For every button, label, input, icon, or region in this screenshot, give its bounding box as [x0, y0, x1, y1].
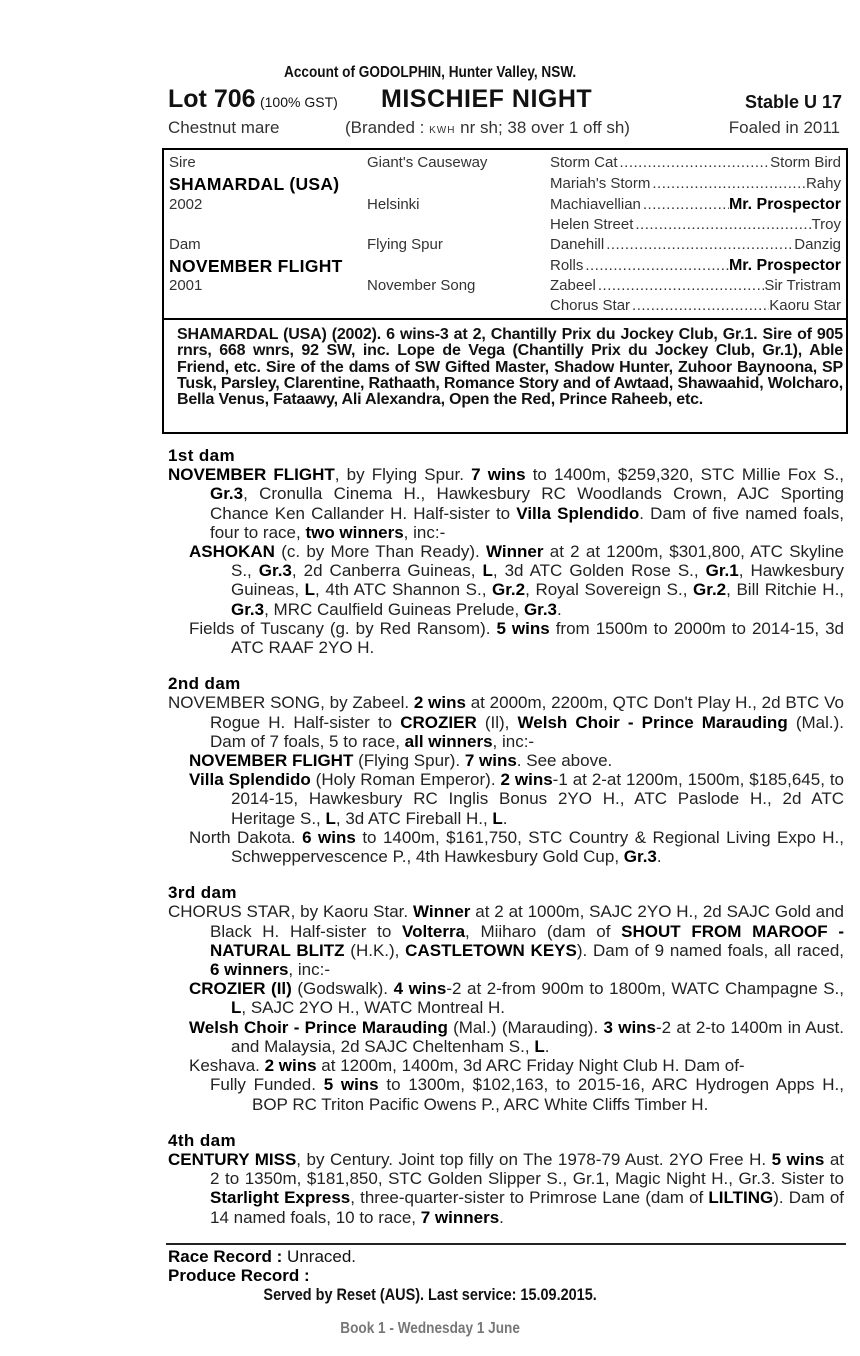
text-run: at 2000m, 2200m, QTC Don't Play H., 2d BTC Vo Rogue H. Half-sister to [210, 693, 844, 732]
text-run: , 2d Canberra Guineas, [291, 561, 483, 581]
bold-text: Gr.3 [231, 599, 265, 619]
text-run: NOVEMBER SONG, by Zabeel. [168, 693, 414, 713]
service-note: Served by Reset (AUS). Last service: 15.09.2015. [263, 1285, 597, 1304]
pedigree-paragraph [189, 1018, 844, 1056]
ancestor-sire: Kaoru Star [769, 297, 841, 314]
ancestor-dam: Mariah's Storm [550, 175, 651, 192]
bold-text: L [304, 580, 316, 600]
text-run: CHORUS STAR, by Kaoru Star. [168, 902, 413, 922]
bold-text: Winner [412, 902, 471, 922]
brand-info: (Branded : KWH nr sh; 38 over 1 off sh) [345, 118, 630, 137]
dam-year: 2001 [169, 277, 203, 294]
text-run: . [544, 1036, 550, 1056]
pedigree-paragraph [168, 902, 844, 979]
ancestor-dam: Helen Street [550, 216, 634, 233]
sire-label: Sire [169, 154, 196, 171]
ancestor-row [550, 175, 841, 192]
bold-text: Welsh Choir - Prince Marauding [189, 1017, 448, 1037]
leader-dots [633, 216, 811, 233]
leader-dots [596, 277, 764, 294]
bold-text: 2 wins [413, 693, 466, 713]
foaled-year: Foaled in 2011 [728, 118, 840, 137]
text-run: -1 at 2-at 1200m, 1500m, $185,645, to 2014-15, Hawkesbury RC Inglis Bonus 2YO H., ATC Paslode H., 2d ATC Heritage S., [231, 770, 845, 828]
dam-section [168, 1131, 844, 1227]
bold-text: all winners [404, 731, 493, 751]
ancestor-sire: Mr. Prospector [728, 257, 841, 274]
bold-text: CROZIER (Il) [189, 979, 292, 999]
ancestor-row [550, 154, 841, 171]
bold-text: Gr.2 [492, 580, 526, 600]
bold-text: Villa Splendido [189, 770, 311, 790]
ancestor-sire: Storm Bird [770, 154, 841, 171]
pedigree-paragraph [168, 693, 844, 751]
gst-note: (100% GST) [259, 94, 338, 110]
sire-summary: SHAMARDAL (USA) (2002). 6 wins-3 at 2, Chantilly Prix du Jockey Club, Gr.1. Sire of 905 rnrs, 668 wnrs, 92 SW, inc. Lope de Vega (Chantilly Prix du Jockey Club, Gr.1), Able Friend, etc. Sire of the dams of SW Gifted Master, Shadow Hunter, Zuhoor Baynoona, SP Tusk, Parsley, Clarentine, Rathaath, Romance Story and of Awtaad, Shawaahid, Wolcharo, Bella Venus, Fataawy, Ali Alexandra, Open the Red, Prince Raheeb, etc. [177, 326, 843, 409]
dam-label: Dam [169, 236, 201, 253]
text-run: (Il), [476, 712, 518, 732]
leader-dots [630, 297, 769, 314]
bold-text: Gr.2 [693, 580, 727, 600]
dam-dam: November Song [367, 277, 476, 294]
bold-text: 5 wins [771, 1149, 825, 1169]
pedigree-paragraph [189, 770, 844, 828]
text-run: (H.K.), [344, 940, 406, 960]
race-record-label: Race Record : [168, 1247, 283, 1266]
text-run: , inc:- [288, 960, 330, 980]
text-run: at 2 at 1000m, SAJC 2YO H., 2d SAJC Gold and Black H. Half-sister to [210, 902, 844, 941]
text-run: (c. by More Than Ready). [274, 542, 487, 562]
bold-text: CROZIER [400, 712, 477, 732]
text-run: , 4th ATC Shannon S., [315, 580, 493, 600]
sire-year: 2002 [169, 196, 203, 213]
text-run: at 2 at 1200m, $301,800, ATC Skyline S., [231, 542, 844, 581]
text-run: , by Century. Joint top filly on The 1978-79 Aust. 2YO Free H. [296, 1149, 772, 1169]
bold-text: Gr.3 [623, 847, 657, 867]
bold-text: 2 wins [264, 1056, 317, 1076]
stable-number: Stable U 17 [744, 92, 842, 112]
ancestor-row [550, 216, 841, 233]
leader-dots [583, 257, 729, 275]
bold-text: Gr.3 [523, 599, 558, 619]
bold-text: 2 wins [500, 770, 553, 790]
bold-text: Gr.1 [705, 561, 739, 581]
bold-text: CENTURY MISS [168, 1149, 297, 1169]
ancestor-sire: Danzig [794, 236, 841, 253]
leader-dots [604, 236, 794, 253]
horse-description: Chestnut mare [168, 118, 280, 137]
bold-text: LILTING [708, 1188, 774, 1208]
ancestor-dam: Chorus Star [550, 297, 631, 314]
page-footer: Book 1 - Wednesday 1 June [340, 1320, 520, 1337]
text-run: . [499, 1207, 504, 1227]
bold-text: 3 wins [603, 1017, 657, 1037]
ancestor-sire: Rahy [805, 175, 841, 192]
ancestor-row [550, 257, 841, 275]
dam-section [168, 446, 844, 657]
bold-text: Volterra [402, 921, 466, 941]
sire-sire: Giant's Causeway [367, 154, 488, 171]
ancestor-row [550, 196, 841, 214]
produce-record-label: Produce Record : [168, 1266, 310, 1285]
race-record-value: Unraced. [282, 1247, 357, 1266]
text-run: Fully Funded. [210, 1075, 324, 1095]
text-run: , Bill Ritchie H., [726, 580, 845, 600]
sire-summary-box [162, 318, 848, 434]
bold-text: 6 wins [302, 827, 356, 847]
dam-sire: Flying Spur [367, 236, 443, 253]
pedigree-paragraph [189, 1056, 844, 1075]
bold-text: two winners [305, 522, 404, 542]
ancestor-row [550, 277, 841, 294]
text-run: to 1400m, $259,320, STC Millie Fox S., [525, 465, 844, 485]
race-record [168, 1247, 844, 1267]
pedigree-paragraph [189, 542, 844, 619]
leader-dots [618, 154, 771, 171]
bold-text: SHOUT FROM MAROOF - NATURAL BLITZ [210, 921, 844, 960]
text-run: , 3d ATC Fireball H., [335, 808, 493, 828]
bold-text: Winner [486, 542, 544, 562]
bold-text: 5 wins [496, 618, 550, 638]
text-run: . See above. [516, 751, 613, 771]
leader-dots [650, 175, 806, 192]
lot-header [168, 85, 844, 117]
pedigree-paragraph [168, 1150, 844, 1227]
text-run: , Miiharo (dam of [465, 921, 622, 941]
produce-record [168, 1266, 844, 1286]
lot-number: Lot 706 [168, 85, 256, 113]
text-run: , SAJC 2YO H., WATC Montreal H. [241, 998, 505, 1018]
text-run: , Hawkesbury Guineas, [231, 561, 844, 600]
ancestor-dam: Machiavellian [550, 196, 641, 213]
text-run: , inc:- [403, 522, 446, 542]
bold-text: L [231, 998, 242, 1018]
bold-text: NOVEMBER FLIGHT [168, 465, 335, 485]
text-run: to 1300m, $102,163, to 2015-16, ARC Hydrogen Apps H., BOP RC Triton Pacific Owens P., ARC White Cliffs Timber H. [252, 1075, 844, 1114]
text-run: , 3d ATC Golden Rose S., [492, 561, 706, 581]
bold-text: 5 wins [323, 1075, 379, 1095]
bold-text: ASHOKAN [189, 542, 275, 562]
leader-dots [641, 196, 729, 214]
ancestor-sire: Troy [811, 216, 841, 233]
text-run: , Cronulla Cinema H., Hawkesbury RC Woodlands Crown, AJC Sporting Chance Ken Callander H. Half-sister to [210, 484, 844, 523]
bold-text: 4 wins [393, 979, 447, 999]
text-run: , inc:- [492, 731, 535, 751]
pedigree-table [162, 148, 848, 320]
bold-text: L [482, 561, 493, 581]
text-run: ). Dam of 14 named foals, 10 to race, [210, 1188, 845, 1227]
horse-name: MISCHIEF NIGHT [381, 85, 593, 113]
text-run: . [502, 808, 508, 828]
sire-dam: Helsinki [367, 196, 420, 213]
text-run: . [656, 847, 662, 867]
text-run: , by Flying Spur. [334, 465, 472, 485]
family-sections [168, 446, 844, 1244]
text-run: , MRC Caulfield Guineas Prelude, [264, 599, 524, 619]
vendor-account: Account of GODOLPHIN, Hunter Valley, NSW. [284, 64, 577, 81]
bold-text: L [325, 808, 336, 828]
pedigree-paragraph [189, 828, 844, 866]
bold-text: Starlight Express [210, 1188, 351, 1208]
pedigree-paragraph [168, 465, 844, 542]
ancestor-row [550, 236, 841, 253]
pedigree-paragraph [189, 979, 844, 1017]
sire-name: SHAMARDAL (USA) [169, 174, 340, 194]
bold-text: 7 wins [471, 465, 526, 485]
text-run: . Dam of five named foals, four to race, [210, 503, 844, 542]
text-run: at 1200m, 1400m, 3d ARC Friday Night Club H. Dam of- [316, 1056, 745, 1076]
ancestor-dam: Danehill [550, 236, 605, 253]
text-run: -2 at 2-to 1400m in Aust. and Malaysia, 2d SAJC Cheltenham S., [231, 1017, 845, 1056]
ancestor-dam: Rolls [550, 257, 584, 274]
text-run: -2 at 2-from 900m to 1800m, WATC Champagne S., [446, 979, 844, 999]
dam-section [168, 883, 844, 1113]
pedigree-paragraph [210, 1075, 844, 1113]
text-run: North Dakota. [189, 827, 303, 847]
ancestor-dam: Zabeel [550, 277, 596, 294]
bold-text: Villa Splendido [516, 503, 640, 523]
bold-text: Welsh Choir - Prince Marauding [517, 712, 788, 732]
ancestor-sire: Sir Tristram [764, 277, 841, 294]
bold-text: L [492, 808, 503, 828]
bold-text: 6 winners [210, 960, 289, 980]
bold-text: 7 winners [420, 1207, 500, 1227]
dam-name: NOVEMBER FLIGHT [169, 256, 343, 276]
bold-text: Gr.3 [210, 484, 244, 504]
ancestor-row [550, 297, 841, 314]
ancestor-sire: Mr. Prospector [728, 196, 841, 213]
section-heading: 3rd dam [168, 883, 237, 903]
text-run: (Flying Spur). [353, 751, 465, 771]
text-run: at 2 to 1350m, $181,850, STC Golden Slipper S., Gr.1, Magic Night H., Gr.3. Sister to [210, 1149, 845, 1189]
text-run: (Mal.) (Marauding). [447, 1017, 604, 1037]
text-run: , Royal Sovereign S., [525, 580, 694, 600]
text-run: . [557, 599, 562, 619]
ancestor-dam: Storm Cat [550, 154, 618, 171]
bold-text: Gr.3 [258, 561, 292, 581]
text-run: Keshava. [189, 1056, 265, 1076]
pedigree-paragraph [189, 751, 844, 770]
divider [166, 1243, 846, 1245]
section-heading: 1st dam [168, 446, 236, 465]
bold-text: 7 wins [464, 751, 517, 771]
dam-section [168, 674, 844, 866]
bold-text: L [534, 1036, 545, 1056]
bold-text: CASTLETOWN KEYS [405, 940, 577, 960]
bold-text: NOVEMBER FLIGHT [189, 751, 354, 771]
section-heading: 4th dam [168, 1130, 236, 1150]
brand-mark: KWH [429, 125, 456, 136]
text-run: (Godswalk). [291, 979, 394, 999]
text-run: Fields of Tuscany (g. by Red Ransom). [189, 618, 497, 638]
pedigree-paragraph [189, 619, 844, 657]
text-run: from 1500m to 2000m to 2014-15, 3d ATC RAAF 2YO H. [231, 618, 844, 658]
section-heading: 2nd dam [168, 674, 241, 694]
text-run: ). Dam of 9 named foals, all raced, [576, 940, 845, 960]
text-run: , three-quarter-sister to Primrose Lane (dam of [350, 1188, 709, 1208]
horse-description-line [168, 118, 840, 138]
text-run: (Holy Roman Emperor). [310, 770, 501, 790]
text-run: (Mal.). Dam of 7 foals, 5 to race, [210, 712, 844, 751]
text-run: to 1400m, $161,750, STC Country & Regional Living Expo H., Schweppervescence P., 4th Hawkesbury Gold Cup, [231, 827, 844, 867]
